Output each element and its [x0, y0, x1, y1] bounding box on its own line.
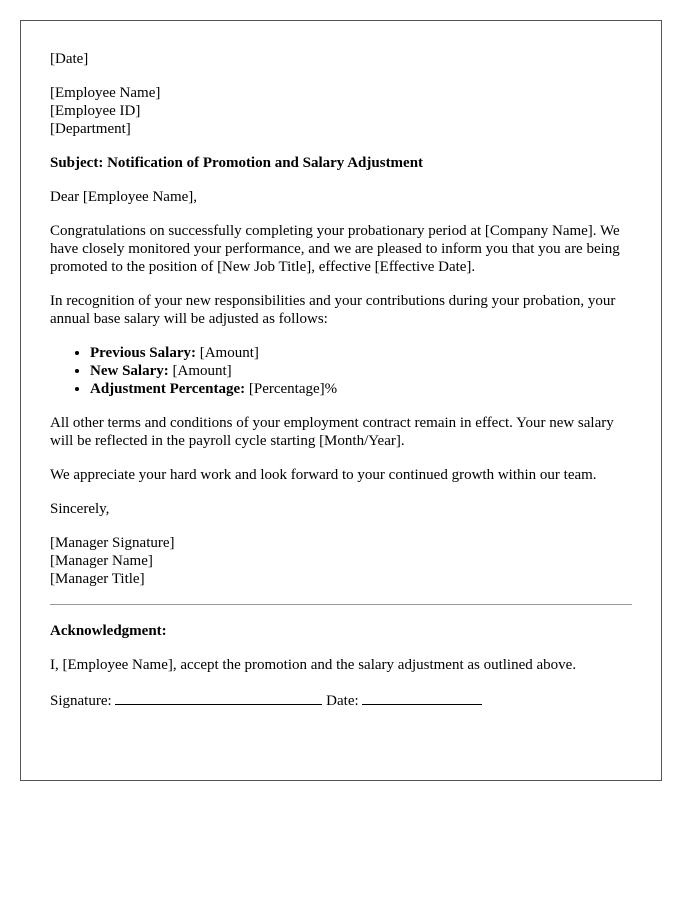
subject-line: Subject: Notification of Promotion and Salary Adjustment: [50, 155, 424, 171]
signature-field[interactable]: [115, 690, 322, 705]
salary-item-label: New Salary:: [90, 363, 169, 379]
signature-label: Signature:: [50, 693, 112, 709]
salary-item-new: [90, 362, 632, 380]
salary-item-previous: [90, 344, 632, 362]
manager-block: [50, 534, 632, 588]
salary-item-label: Previous Salary:: [90, 345, 196, 361]
date-field[interactable]: [362, 690, 482, 705]
letter-date: [Date]: [50, 51, 89, 67]
salary-item-adjustment: [90, 380, 632, 398]
acknowledgment-heading: Acknowledgment:: [50, 623, 167, 639]
recipient-name: [Employee Name]: [50, 85, 161, 101]
signature-row: [50, 690, 632, 710]
section-divider: [50, 604, 632, 605]
salary-item-value: [Amount]: [168, 363, 232, 379]
paragraph-appreciation: We appreciate your hard work and look forward to your continued growth within our team.: [50, 467, 597, 483]
paragraph-salary-intro: In recognition of your new responsibilities and your contributions during your probation, your annual base salary will be adjusted as follows:: [50, 293, 616, 327]
salary-item-value: [Amount]: [195, 345, 259, 361]
salary-item-value: [Percentage]%: [245, 381, 338, 397]
salary-item-label: Adjustment Percentage:: [90, 381, 246, 397]
letter-document: [20, 20, 662, 781]
paragraph-terms: All other terms and conditions of your employment contract remain in effect. Your new salary will be reflected in the payroll cycle starting [Month/Year].: [50, 415, 614, 449]
greeting: Dear [Employee Name],: [50, 189, 198, 205]
manager-name: [Manager Name]: [50, 553, 153, 569]
salary-list: [50, 344, 632, 398]
paragraph-promotion: Congratulations on successfully completing your probationary period at [Company Name]. We have closely monitored your performance, and we are pleased to inform you that you are being promoted to the position of [New Job Title], effective [Effective Date].: [50, 223, 620, 275]
recipient-department: [Department]: [50, 121, 131, 137]
recipient-block: [50, 84, 632, 138]
manager-title: [Manager Title]: [50, 571, 145, 587]
date-label: Date:: [326, 693, 359, 709]
acknowledgment-statement: I, [Employee Name], accept the promotion and the salary adjustment as outlined above.: [50, 657, 577, 673]
manager-signature: [Manager Signature]: [50, 535, 175, 551]
closing: Sincerely,: [50, 501, 110, 517]
recipient-id: [Employee ID]: [50, 103, 141, 119]
